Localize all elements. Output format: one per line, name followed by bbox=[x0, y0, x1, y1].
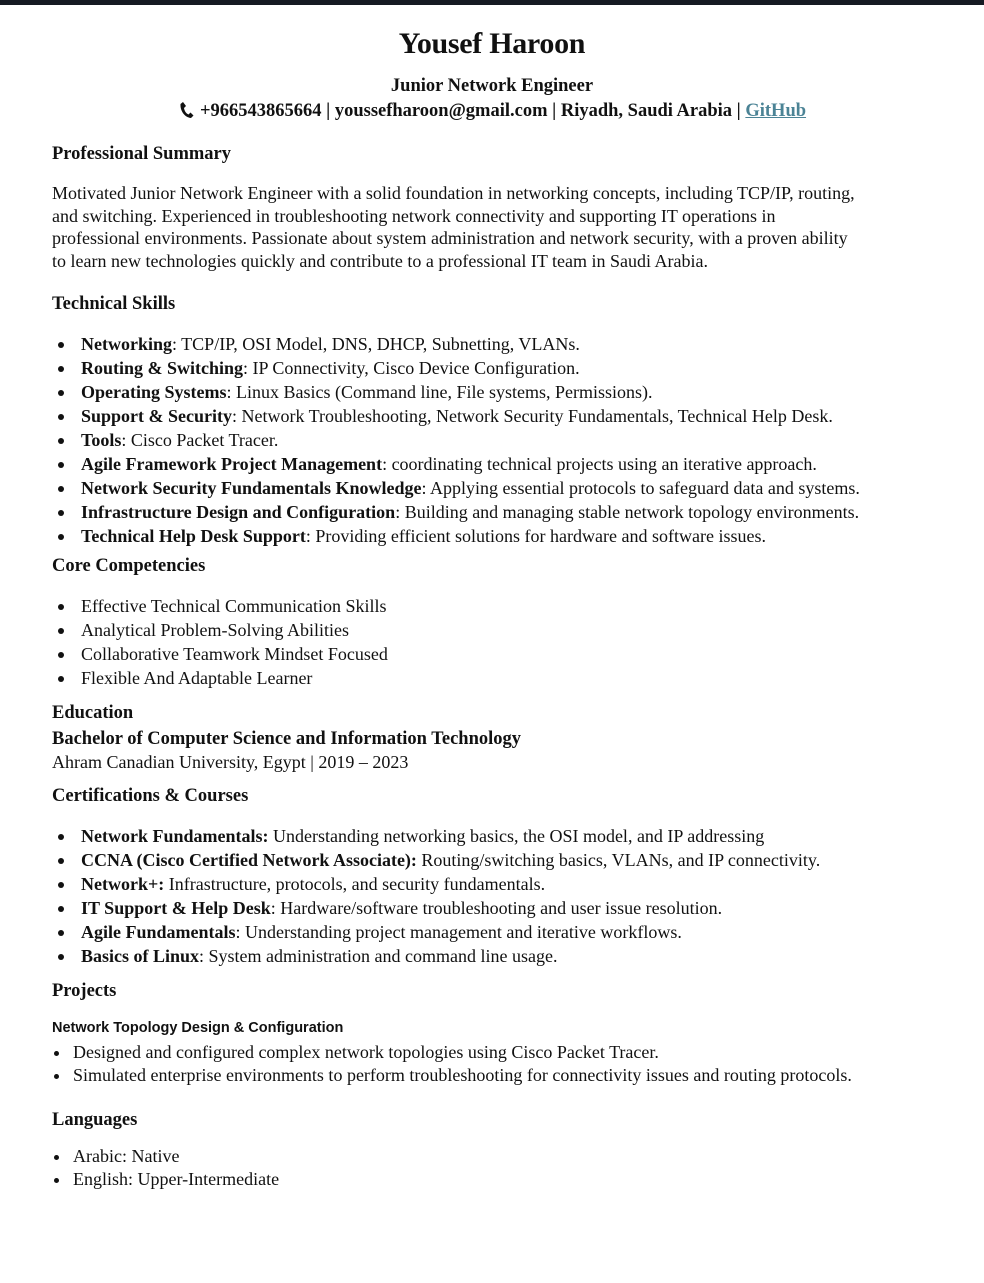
phone-icon bbox=[178, 101, 194, 119]
section-heading-education: Education bbox=[52, 703, 134, 723]
list-item: Network Security Fundamentals Knowledge: Applying essential protocols to safeguard data and systems. bbox=[52, 476, 860, 500]
top-bar bbox=[0, 0, 984, 5]
list-item: Agile Fundamentals: Understanding project management and iterative workflows. bbox=[52, 920, 820, 944]
list-item: Agile Framework Project Management: coordinating technical projects using an iterative approach. bbox=[52, 452, 860, 476]
list-item: Network Fundamentals: Understanding networking basics, the OSI model, and IP addressing bbox=[52, 824, 820, 848]
list-item: CCNA (Cisco Certified Network Associate): Routing/switching basics, VLANs, and IP connectivity. bbox=[52, 848, 820, 872]
section-heading-projects: Projects bbox=[52, 981, 117, 1001]
job-title: Junior Network Engineer bbox=[390, 76, 594, 96]
section-heading-core-competencies: Core Competencies bbox=[52, 556, 206, 576]
list-item: Simulated enterprise environments to perform troubleshooting for connectivity issues and routing protocols. bbox=[52, 1064, 852, 1087]
github-link[interactable]: GitHub bbox=[745, 101, 807, 121]
list-item: Infrastructure Design and Configuration: Building and managing stable network topology environments. bbox=[52, 500, 860, 524]
project-title: Network Topology Design & Configuration bbox=[52, 1020, 344, 1036]
candidate-name: Yousef Haroon bbox=[398, 27, 586, 60]
section-heading-languages: Languages bbox=[52, 1110, 138, 1130]
list-item: Networking: TCP/IP, OSI Model, DNS, DHCP, Subnetting, VLANs. bbox=[52, 332, 860, 356]
summary-line: professional environments. Passionate about system administration and network security, with a proven ability bbox=[52, 228, 848, 248]
phone-number: +966543865664 bbox=[199, 101, 322, 121]
certifications-list bbox=[52, 824, 820, 968]
section-heading-certifications: Certifications & Courses bbox=[52, 786, 249, 806]
list-item: Routing & Switching: IP Connectivity, Cisco Device Configuration. bbox=[52, 356, 860, 380]
list-item: Operating Systems: Linux Basics (Command line, File systems, Permissions). bbox=[52, 380, 860, 404]
separator: | bbox=[732, 101, 746, 121]
summary-line: to learn new technologies quickly and contribute to a professional IT team in Saudi Arabia. bbox=[52, 250, 708, 271]
email-address[interactable]: youssefharoon@gmail.com bbox=[334, 101, 548, 121]
list-item: Collaborative Teamwork Mindset Focused bbox=[52, 642, 388, 666]
location: Riyadh, Saudi Arabia bbox=[560, 101, 733, 121]
summary-paragraph bbox=[52, 182, 932, 272]
list-item: Tools: Cisco Packet Tracer. bbox=[52, 428, 860, 452]
section-heading-summary: Professional Summary bbox=[52, 144, 232, 164]
summary-line: Motivated Junior Network Engineer with a solid foundation in networking concepts, including TCP/IP, routing, bbox=[52, 183, 855, 203]
list-item: Analytical Problem-Solving Abilities bbox=[52, 618, 388, 642]
list-item: IT Support & Help Desk: Hardware/software troubleshooting and user issue resolution. bbox=[52, 896, 820, 920]
institution: Ahram Canadian University, Egypt | 2019 – 2023 bbox=[52, 752, 409, 772]
list-item: Network+: Infrastructure, protocols, and security fundamentals. bbox=[52, 872, 820, 896]
languages-list bbox=[52, 1145, 279, 1191]
technical-skills-list bbox=[52, 332, 860, 548]
section-heading-technical-skills: Technical Skills bbox=[52, 294, 176, 314]
summary-line: and switching. Experienced in troubleshooting network connectivity and supporting IT operations in bbox=[52, 205, 776, 226]
list-item: Designed and configured complex network topologies using Cisco Packet Tracer. bbox=[52, 1041, 852, 1064]
list-item: Flexible And Adaptable Learner bbox=[52, 666, 388, 690]
contact-line bbox=[52, 101, 932, 122]
list-item: English: Upper-Intermediate bbox=[52, 1168, 279, 1191]
list-item: Technical Help Desk Support: Providing efficient solutions for hardware and software issues. bbox=[52, 524, 860, 548]
separator: | bbox=[321, 101, 335, 121]
degree-title: Bachelor of Computer Science and Information Technology bbox=[52, 729, 522, 749]
list-item: Effective Technical Communication Skills bbox=[52, 594, 388, 618]
list-item: Basics of Linux: System administration and command line usage. bbox=[52, 944, 820, 968]
core-competencies-list bbox=[52, 594, 388, 690]
list-item: Support & Security: Network Troubleshooting, Network Security Fundamentals, Technical Help Desk. bbox=[52, 404, 860, 428]
separator: | bbox=[547, 101, 561, 121]
project-bullets bbox=[52, 1041, 852, 1087]
list-item: Arabic: Native bbox=[52, 1145, 279, 1168]
